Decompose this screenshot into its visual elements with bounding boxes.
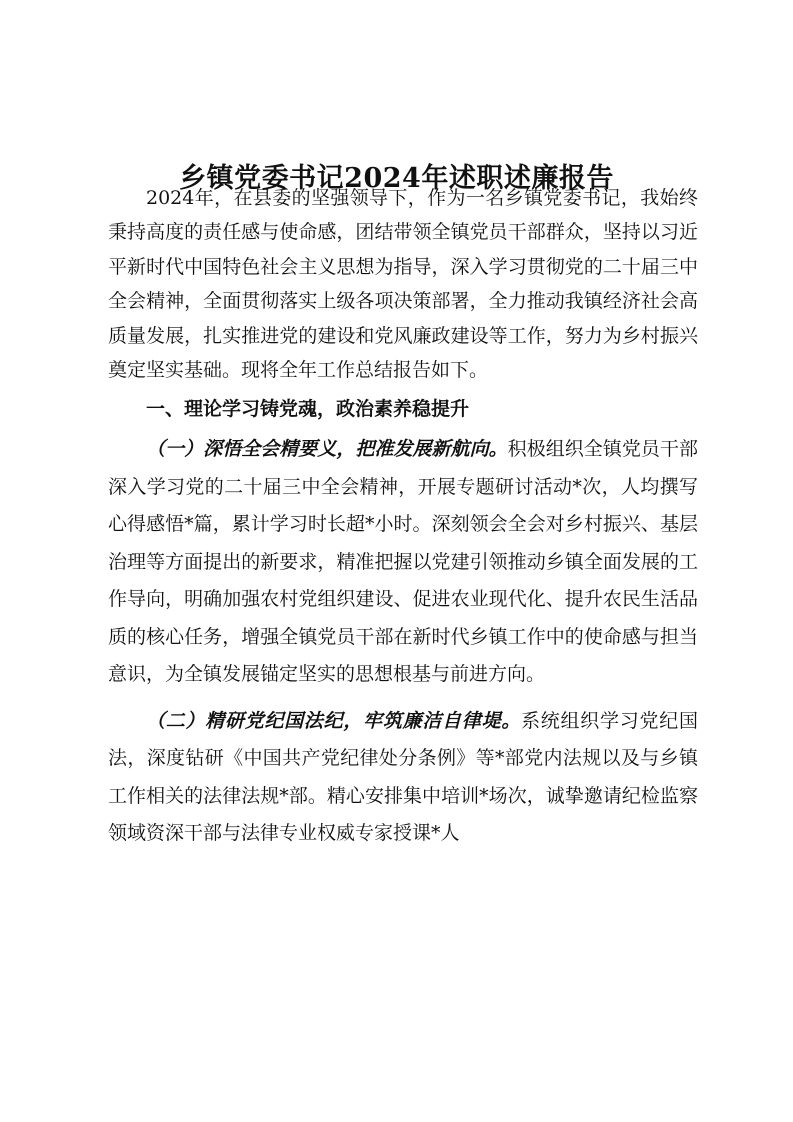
document-body <box>108 181 698 853</box>
section-heading: 一、理论学习铸党魂，政治素养稳提升 <box>146 398 470 421</box>
subsection-paragraph-1 <box>108 431 698 694</box>
subsection-body-1: 积极组织全镇党员干部深入学习党的二十届三中全会精神，开展专题研讨活动*次，人均撰写心得感悟*篇，累计学习时长超*小时。深刻领会全会对乡村振兴、基层治理等方面提出的新要求，精准把握以党建引领推动乡镇全面发展的工作导向，明确加强农村党组织建设、促进农业现代化、提升农民生活品质的核心任务，增强全镇党员干部在新时代乡镇工作中的使命感与担当意识，为全镇发展锚定坚实的思想根基与前进方向。 <box>108 438 698 686</box>
subsection-lead-2: （二）精研党纪国法纪，牢筑廉洁自律堤。 <box>146 709 522 732</box>
subsection-lead-1: （一）深悟全会精要义，把准发展新航向。 <box>146 438 508 461</box>
subsection-body-2: 系统组织学习党纪国法，深度钻研《中国共产党纪律处分条例》等*部党内法规以及与乡镇工作相关的法律法规*部。精心安排集中培训*场次，诚挚邀请纪检监察领域资深干部与法律专业权威专家授课*人 <box>108 709 698 845</box>
intro-paragraph: 2024年，在县委的坚强领导下，作为一名乡镇党委书记，我始终秉持高度的责任感与使命感，团结带领全镇党员干部群众，坚持以习近平新时代中国特色社会主义思想为指导，深入学习贯彻党的二十届三中全会精神，全面贯彻落实上级各项决策部署，全力推动我镇经济社会高质量发展，扎实推进党的建设和党风廉政建设等工作，努力为乡村振兴奠定坚实基础。现将全年工作总结报告如下。 <box>108 187 698 382</box>
document-title: 乡镇党委书记2024年述职述廉报告 <box>179 163 614 195</box>
subsection-paragraph-2 <box>108 703 698 853</box>
